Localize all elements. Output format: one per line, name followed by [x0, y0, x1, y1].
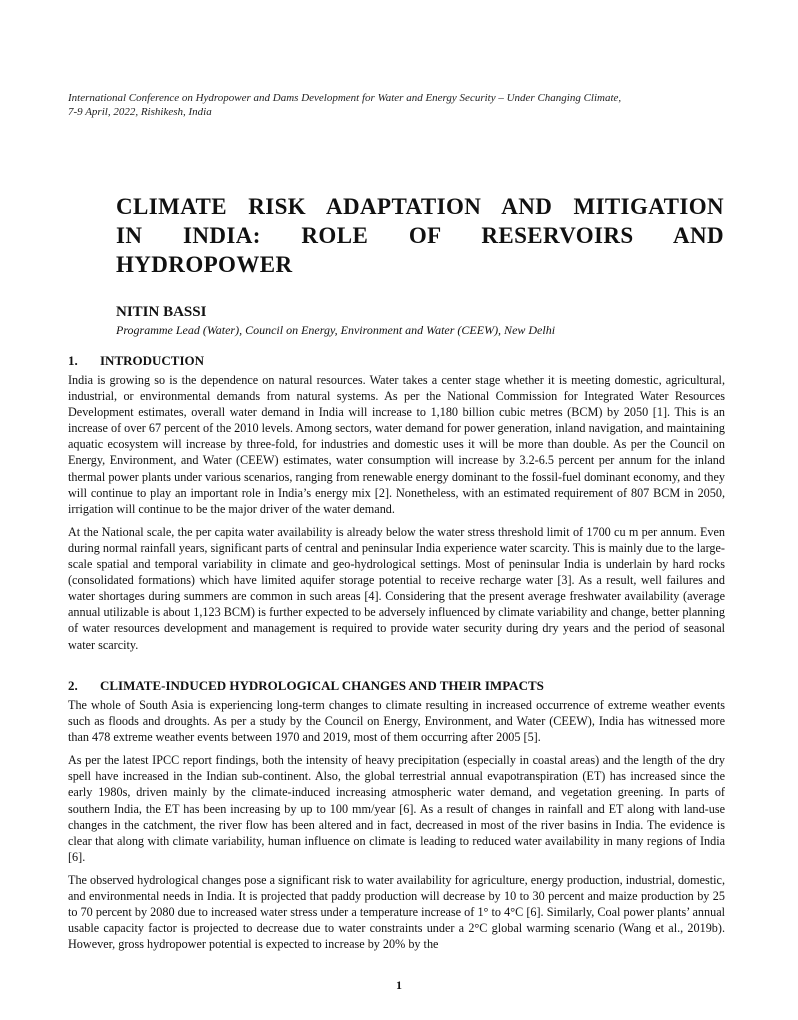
section-title: INTRODUCTION	[100, 353, 205, 368]
paper-title	[116, 192, 724, 279]
conference-line-1: International Conference on Hydropower and Dams Development for Water and Energy Security – Under Changing Climate,	[68, 92, 622, 104]
paragraph: The whole of South Asia is experiencing long-term changes to climate resulting in increased occurrence of extreme weather events such as floods and droughts. As per a study by the Council on Energy, Environment, and Water (CEEW), India has witnessed more than 478 extreme weather events between 1970 and 2019, most of them occurring after 2005 [5].	[68, 698, 725, 745]
paragraph: At the National scale, the per capita water availability is already below the water stress threshold limit of 1700 cu m per annum. Even during normal rainfall years, significant parts of central and peninsular India experience water scarcity. This is mainly due to the large-scale spatial and temporal variability in climate and geo-hydrological settings. Most of peninsular India is underlain by hard rocks (consolidated formations) which have limited aquifer storage potential to receive recharge water [3]. As a result, well failures and water shortages during summers are common in such areas [4]. Considering that the present average freshwater availability (average annual utilizable is about 1,123 BCM) is further expected to be adversely influenced by climate variability and change, better planning of water resources development and management is required to provide water security during dry years and the period of seasonal water scarcity.	[68, 524, 725, 652]
section-number: 1.	[68, 353, 78, 368]
section-climate-impacts	[68, 678, 725, 959]
author-affiliation: Programme Lead (Water), Council on Energy, Environment and Water (CEEW), New Delhi	[116, 323, 556, 337]
section-number: 2.	[68, 678, 78, 693]
section-heading	[68, 678, 725, 694]
section-introduction	[68, 353, 725, 660]
section-heading	[68, 353, 725, 369]
author-name: NITIN BASSI	[116, 304, 207, 320]
title-line-3: HYDROPOWER	[116, 252, 293, 277]
section-title: CLIMATE-INDUCED HYDROLOGICAL CHANGES AND THEIR IMPACTS	[100, 678, 544, 693]
conference-line-2: 7-9 April, 2022, Rishikesh, India	[68, 106, 212, 118]
title-line-1: CLIMATE RISK ADAPTATION AND MITIGATION	[116, 194, 724, 219]
paragraph: The observed hydrological changes pose a significant risk to water availability for agriculture, energy production, industrial, domestic, and environmental needs in India. It is projected that paddy production will decrease by 10 to 30 percent and maize production by 25 to 70 percent by 2080 due to increased water stress under a temperature increase of 1° to 4°C [6]. Similarly, Coal power plants’ annual usable capacity factor is projected to decrease due to water constraints under a 2°C global warming scenario (Wang et al., 2019b). However, gross hydropower potential is expected to increase by 20% by the	[68, 872, 725, 952]
title-line-2: IN INDIA: ROLE OF RESERVOIRS AND	[116, 223, 724, 248]
paragraph: As per the latest IPCC report findings, both the intensity of heavy precipitation (especially in coastal areas) and the length of the dry spell have increased in the Indian sub-continent. Also, the global terrestrial annual evapotranspiration (ET) has increased since the early 1980s, driven mainly by the climate-induced increasing atmospheric water demand, and vegetation greening. In parts of southern India, the ET has been increasing by up to 100 mm/year [6]. As a result of changes in rainfall and ET along with land-use changes in the catchment, the river flow has been altered and in fact, decreased in most of the river basins in India. The evidence is clear that along with climate variability, human influence on climate is leading to reduced water availability in many regions of India [6].	[68, 753, 725, 864]
conference-header	[68, 91, 708, 119]
page-number: 1	[396, 978, 402, 992]
paragraph: India is growing so is the dependence on natural resources. Water takes a center stage whether it is meeting domestic, agricultural, industrial, or environmental demands from natural systems. As per the National Commission for Integrated Water Resources Development estimates, overall water demand in India will increase to 1,180 billion cubic metres (BCM) by 2050 [1]. This is an increase of over 67 percent of the 2010 levels. Among sectors, water demand for power generation, inland navigation, and maintaining aquatic ecosystem will increase by three-fold, for industries and domestic uses it will be more than double. As per the Council on Energy, Environment, and Water (CEEW) estimates, water consumption will increase by 3.2-6.5 percent per annum for the inland thermal power plants under various scenarios, ranging from renewable energy dominant to the fossil-fuel dominant economy, and they will continue to play an important role in India’s energy mix [2]. Nonetheless, with an estimated requirement of 807 BCM in 2050, irrigation will continue to be the major driver of the water demand.	[68, 373, 725, 516]
